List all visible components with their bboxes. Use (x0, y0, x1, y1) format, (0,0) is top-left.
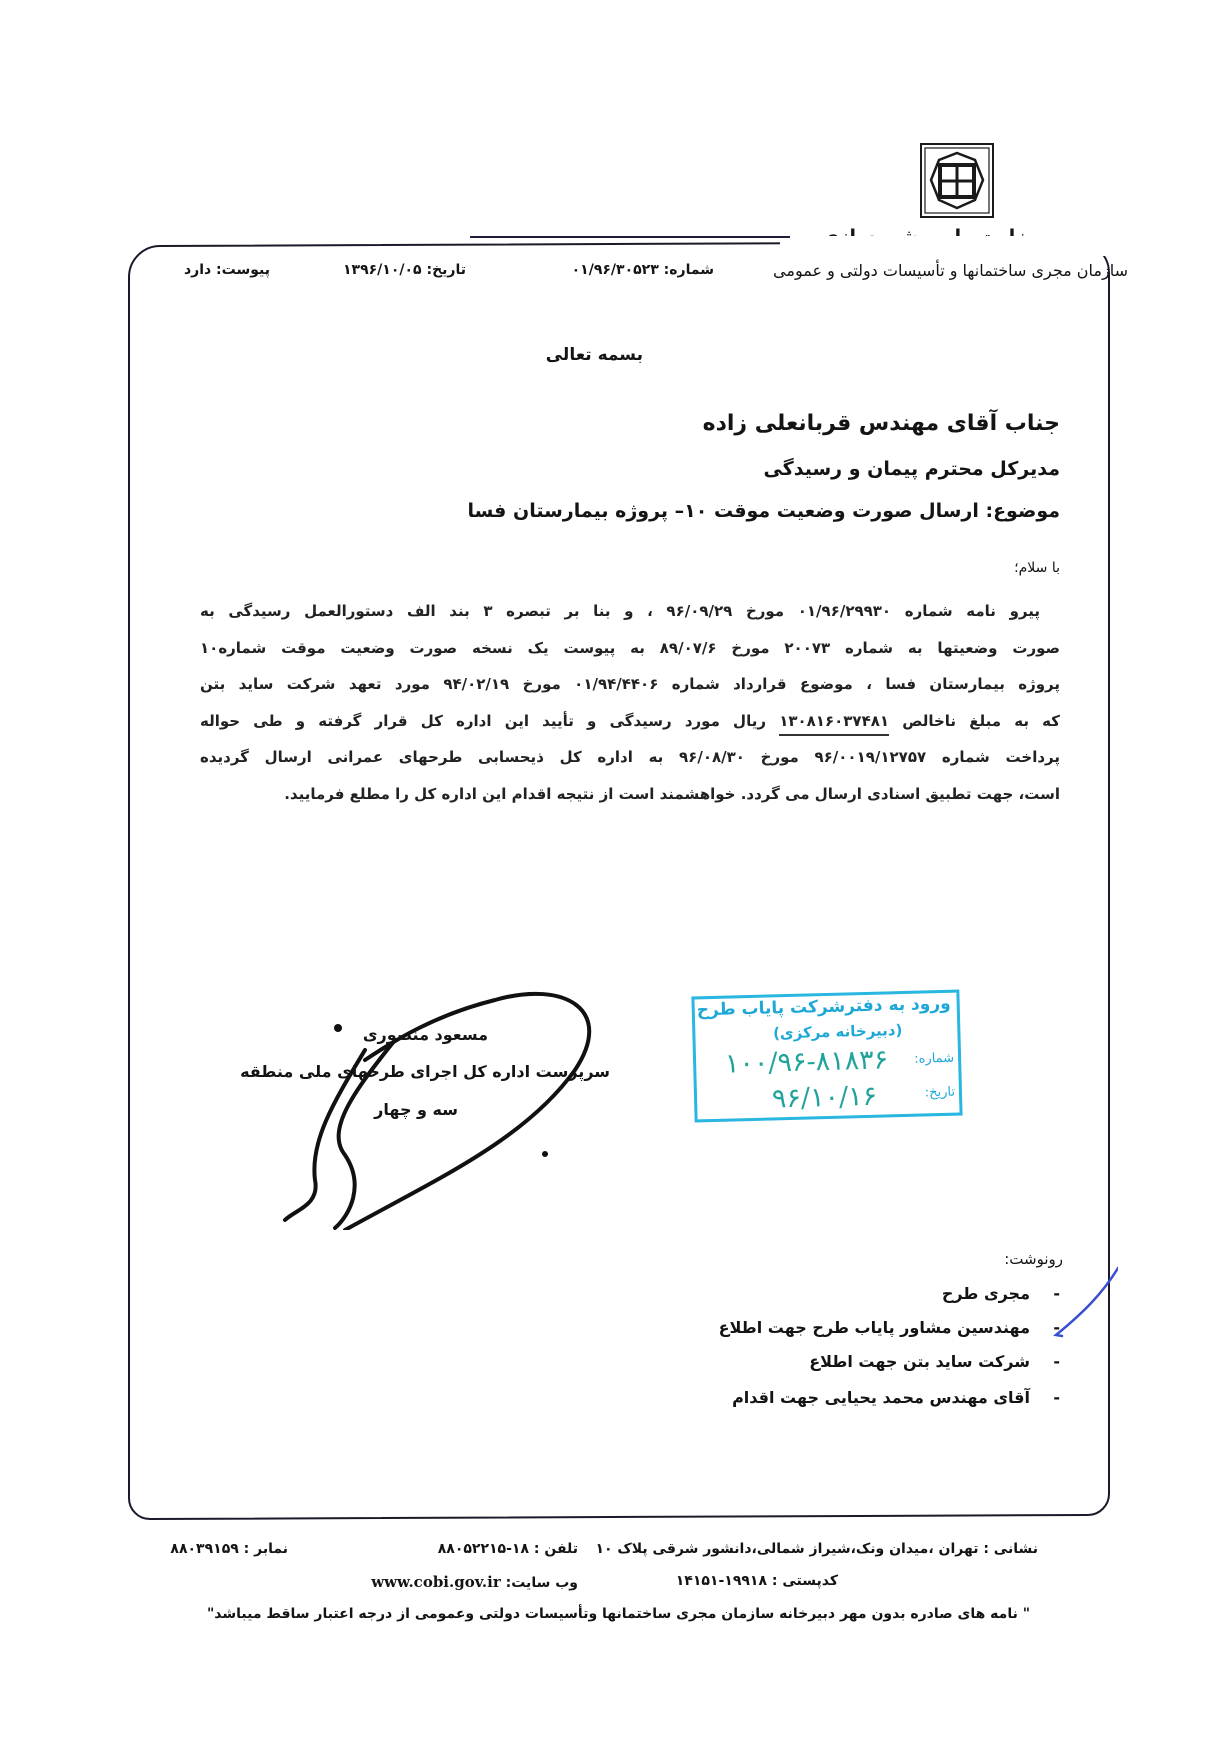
addressee-role: مدیرکل محترم پیمان و رسیدگی (763, 458, 1060, 480)
greeting: با سلام؛ (1014, 560, 1060, 576)
body-line: پرداخت شماره ۹۶/۰۰۱۹/۱۲۷۵۷ مورخ ۹۶/۰۸/۳۰ به اداره کل ذیحسابی طرحهای عمرانی ارسال گردیده (200, 748, 1060, 766)
amount-suffix: ریال مورد رسیدگی و تأیید این اداره کل قرار گرفته و طی حواله (200, 711, 766, 730)
letter-body (200, 593, 1060, 812)
frame-gap (780, 236, 1140, 256)
receipt-stamp (691, 990, 962, 1123)
cc-bullet: - (1053, 1352, 1060, 1371)
addressee: جناب آقای مهندس قربانعلی زاده (702, 411, 1060, 436)
footer-phone: تلفن : ۱۸-۸۸۰۵۲۲۱۵ (437, 1541, 578, 1557)
signatory-title-line2: سه و چهار (374, 1100, 458, 1119)
stamp-title: ورود به دفترشرکت پایاب طرح (696, 993, 951, 1021)
stamp-subtitle: (دبیرخانه مرکزی) (772, 1021, 903, 1043)
letter-attachment: پیوست: دارد (183, 262, 270, 278)
handwritten-signature (215, 940, 625, 1230)
signatory-title: سرپرست اداره کل اجرای طرحهای ملی منطقه (240, 1062, 610, 1081)
body-line (200, 703, 1060, 740)
cc-item: آقای مهندس محمد یحیایی جهت اقدام (732, 1388, 1030, 1407)
stamp-date-value: ۹۶/۱۰/۱۶ (771, 1080, 878, 1115)
signatory-name: مسعود منصوری (362, 1025, 488, 1044)
subject: موضوع: ارسال صورت وضعیت موقت ۱۰– پروژه بیمارستان فسا (467, 500, 1060, 522)
invocation: بسمه تعالی (545, 345, 643, 365)
body-line: است، جهت تطبیق اسنادی ارسال می گردد. خواهشمند است از نتیجه اقدام این اداره کل را مطلع فرمایید. (284, 784, 1060, 803)
cc-item: شرکت ساید بتن جهت اطلاع (809, 1352, 1030, 1371)
website-link[interactable]: www.cobi.gov.ir (371, 1573, 501, 1591)
website-label: وب سایت: (505, 1575, 578, 1591)
checkmark-icon (1048, 1248, 1118, 1338)
stamp-date-label: تاریخ: (924, 1084, 956, 1101)
letter-date: تاریخ: ۱۳۹۶/۱۰/۰۵ (343, 262, 466, 278)
cc-title: رونوشت: (1004, 1250, 1063, 1268)
cc-bullet: - (1053, 1388, 1060, 1407)
footer-website (371, 1573, 578, 1591)
amount-prefix: که به مبلغ ناخالص (902, 711, 1060, 730)
body-line: صورت وضعیتها به شماره ۲۰۰۷۳ مورخ ۸۹/۰۷/۶ به پیوست یک نسخه صورت وضعیت موقت شماره۱۰ (200, 638, 1060, 657)
cc-bullet: - (1053, 1318, 1060, 1337)
body-line: پیرو نامه شماره ۰۱/۹۶/۲۹۹۳۰ مورخ ۹۶/۰۹/۲۹ ، و بنا بر تبصره ۳ بند الف دستورالعمل رسیدگی به (200, 602, 1040, 620)
header-rule (470, 236, 790, 238)
footer-postal-code: کدپستی : ۱۹۹۱۸-۱۴۱۵۱ (675, 1573, 838, 1589)
ministry-logo (920, 143, 994, 218)
footer-address: نشانی : تهران ،میدان ونک،شیراز شمالی،دانشور شرقی پلاک ۱۰ (595, 1541, 1038, 1557)
stamp-number-label: شماره: (914, 1050, 955, 1067)
cc-item: مجری طرح (941, 1284, 1030, 1303)
cc-item: مهندسین مشاور پایاب طرح جهت اطلاع (718, 1318, 1030, 1337)
stamp-number-value: ۱۰۰/۹۶-۸۱۸۳۶ (724, 1044, 889, 1080)
cc-bullet: - (1053, 1284, 1060, 1303)
footer-fax: نمابر : ۸۸۰۳۹۱۵۹ (170, 1541, 288, 1557)
footer-validity-note: " نامه های صادره بدون مهر دبیرخانه سازمان مجری ساختمانها وتأسیسات دولتی وعمومی از درجه اعتبار ساقط میباشد" (207, 1606, 1030, 1622)
amount-value: ۱۳۰۸۱۶۰۳۷۴۸۱ (779, 712, 889, 736)
organization-name: سازمان مجری ساختمانها و تأسیسات دولتی و عمومی (773, 261, 1128, 280)
body-line: پروژه بیمارستان فسا ، موضوع قرارداد شماره ۰۱/۹۴/۴۴۰۶ مورخ ۹۴/۰۲/۱۹ مورد تعهد شرکت ساید بتن (200, 675, 1061, 693)
letter-number: شماره: ۰۱/۹۶/۳۰۵۲۳ (571, 262, 714, 278)
